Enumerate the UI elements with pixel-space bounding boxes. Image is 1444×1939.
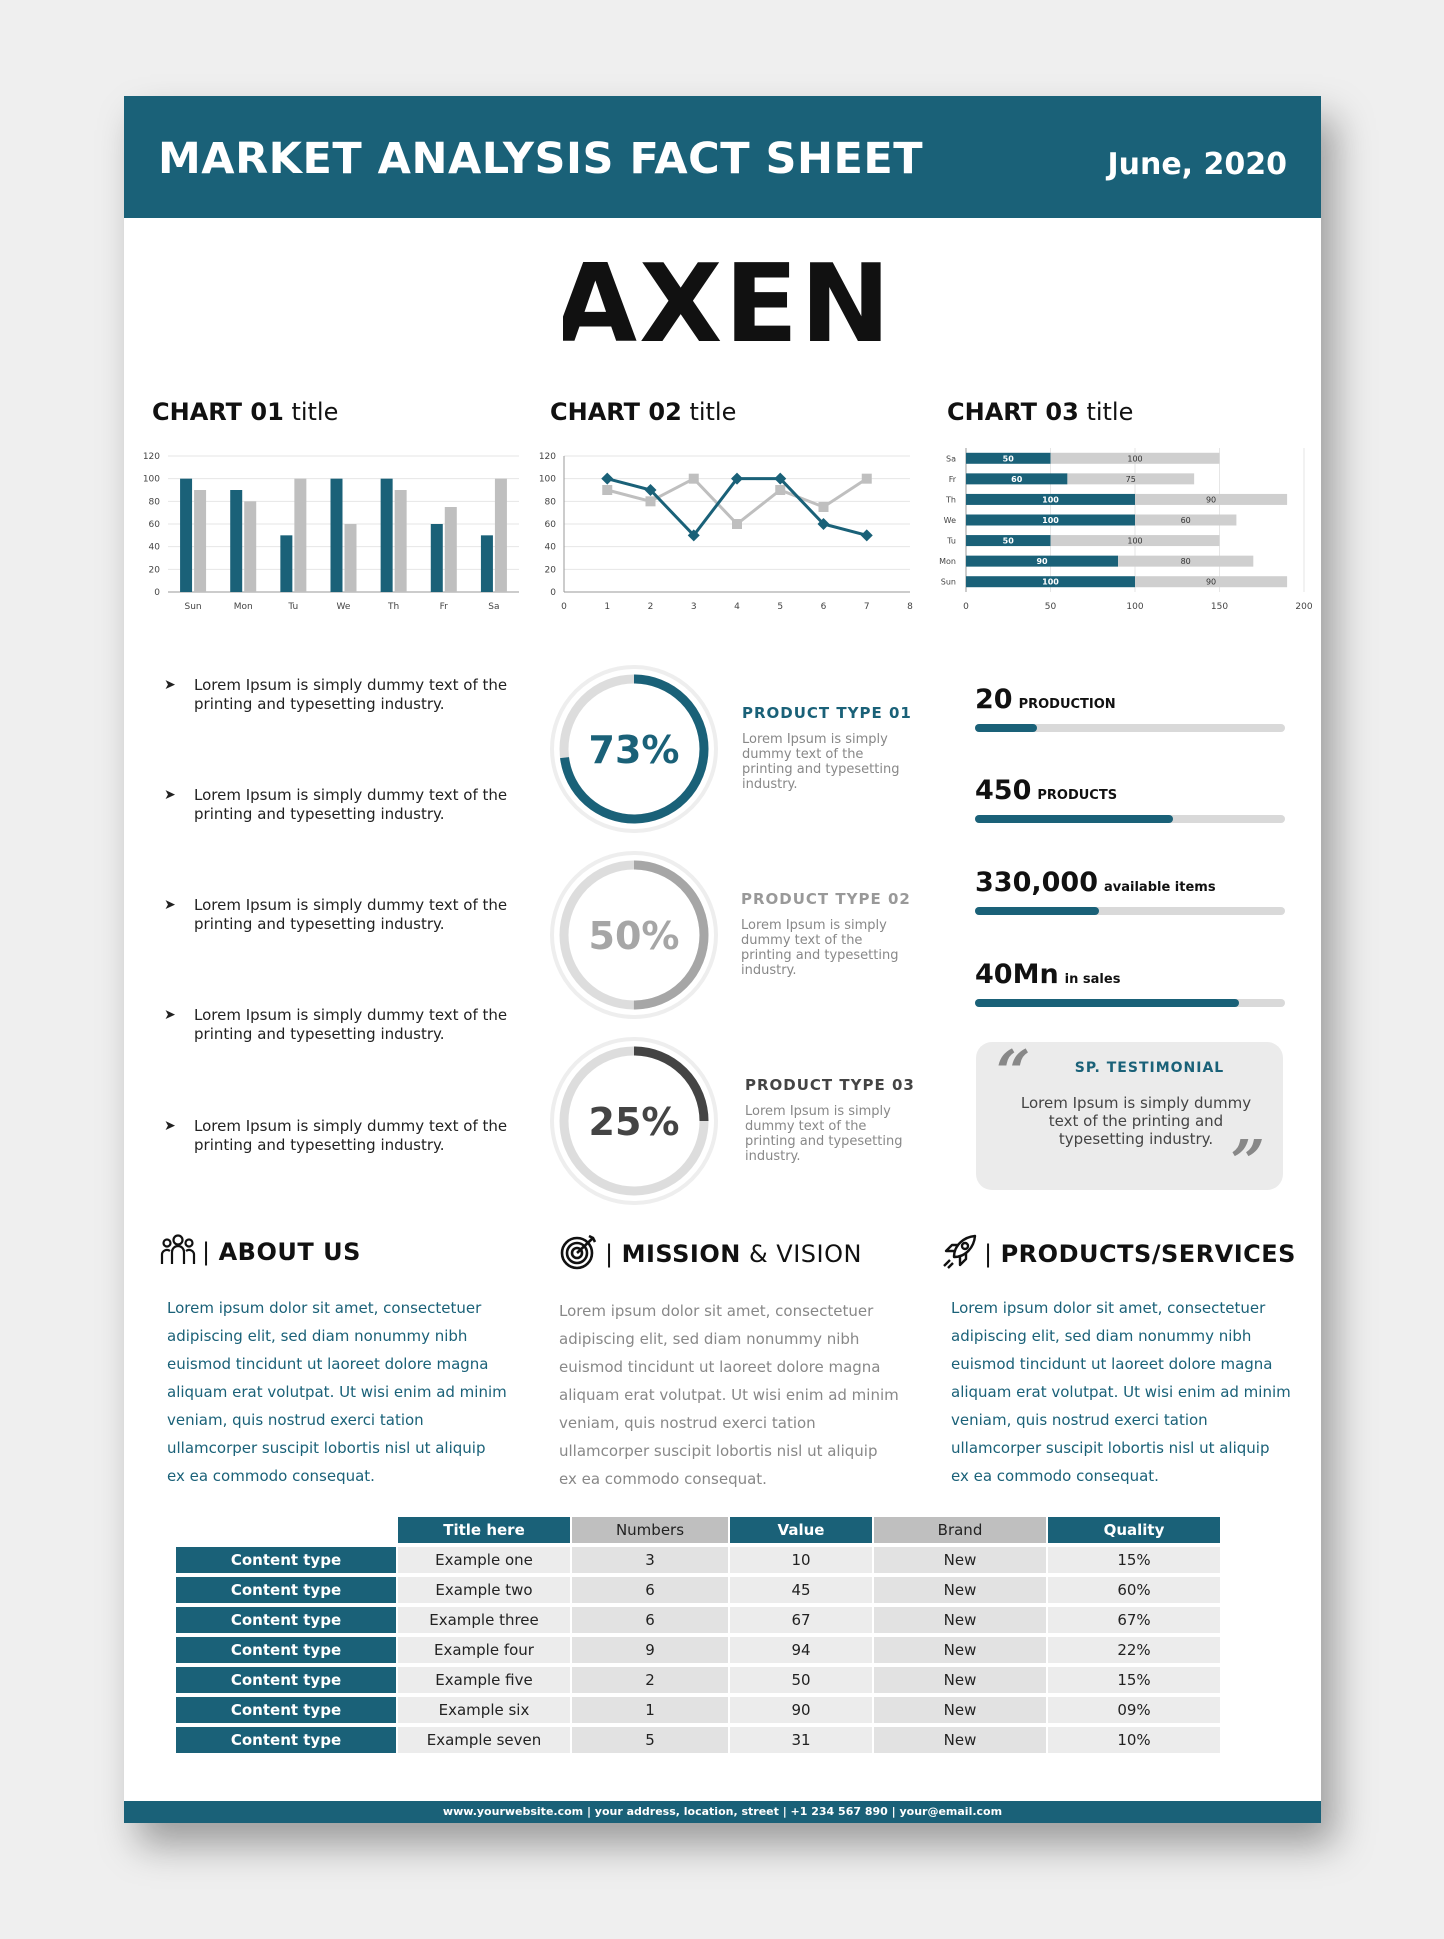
bar bbox=[230, 490, 242, 592]
fact-sheet-page: MARKET ANALYSIS FACT SHEET June, 2020 AXEN CHART 01 title CHART 02 title CHART 03 title 0 20 40 60 80 100 120 Sun Mon Tu We Th Fr Sa 0 20 40 60 80 100 120 0 1 2 3 4 5 6 7 8 0 50 100 150 200 50 100 Sa 60 75 Fr 100 90 Th 100 60 We 50 100 Tu 90 80 Mon 100 90 Sun ➤ Lorem Ipsum is simply dummy text of the printing and typesetting industry. ➤ Lorem Ipsum is simply dummy text of the printing and typesetting industry. ➤ Lorem Ipsum is simply dummy text of the printing and typesetting industry. ➤ Lorem Ipsum is simply dummy text of the printing and typesetting industry. ➤ Lorem Ipsum is simply dummy text of the printing and typesetting industry. 73% 50% 25% PRODUCT TYPE 01 Lorem Ipsum is simply dummy text of the printing and typesetting industry. PRODUCT TYPE 02 Lorem Ipsum is simply dummy text of the printing and typesetting industry. PRODUCT TYPE 03 Lorem Ipsum is simply dummy text of the printing and typesetting industry. 20 PRODUCTION 450 PRODUCTS 330,000 available items 40Mn in sales “ SP. TESTIMONIAL Lorem Ipsum is simply dummy text of the printing and typesetting industry. ” | ABOUT US | MISSION & VISION | PRODUCTS/SERVICES Lorem ipsum dolor sit amet, consectetuer adipiscing elit, sed diam nonummy nibh euismod tincidunt ut laoreet dolore magna aliquam erat volutpat. Ut wisi enim ad minim veniam, quis nostrud exerci tation ullamcorper suscipit lobortis nisl ut aliquip ex ea commodo consequat. Lorem ipsum dolor sit amet, consectetuer adipiscing elit, sed diam nonummy nibh euismod tincidunt ut laoreet dolore magna aliquam erat volutpat. Ut wisi enim ad minim veniam, quis nostrud exerci tation ullamcorper suscipit lobortis nisl ut aliquip ex ea commodo consequat. Lorem ipsum dolor sit amet, consectetuer adipiscing elit, sed diam nonummy nibh euismod tincidunt ut laoreet dolore magna aliquam erat volutpat. Ut wisi enim ad minim veniam, quis nostrud exerci tation ullamcorper suscipit lobortis nisl ut aliquip ex ea commodo consequat. Title here Numbers Value Brand Quality Content type Example one 3 10 New 15% Content type Example two 6 45 New 60% Content type Example three 6 67 New 67% Content type Example four 9 94 New 22% Content type Example five 2 50 New 15% Content type Example six 1 90 New 09% Content type Example seven 5 31 New 10% www.yourwebsite.com | your address, location, street | +1 234 567 890 | your@email.com bbox=[124, 96, 1321, 1823]
table-row-label: Content type bbox=[176, 1607, 396, 1633]
arrow-right-icon: ➤ bbox=[164, 1118, 176, 1134]
y-tick-label: 0 bbox=[154, 588, 160, 598]
data-label: 100 bbox=[1042, 577, 1059, 587]
y-tick-label: 100 bbox=[142, 474, 160, 485]
data-point bbox=[646, 496, 656, 506]
stat-available-items bbox=[975, 867, 1285, 898]
brand-logo bbox=[124, 241, 1321, 365]
table-cell: 60% bbox=[1048, 1577, 1220, 1603]
bar bbox=[294, 479, 306, 592]
footer-contact: www.yourwebsite.com | your address, location, street | +1 234 567 890 | your@email.com bbox=[124, 1801, 1321, 1823]
table-cell: New bbox=[874, 1697, 1046, 1723]
products-services-heading: | PRODUCTS/SERVICES bbox=[940, 1233, 1296, 1277]
open-quote-icon: “ bbox=[996, 1038, 1031, 1108]
x-tick-label: We bbox=[336, 602, 351, 612]
x-tick-label: 150 bbox=[1210, 602, 1229, 612]
x-tick-label: 2 bbox=[647, 602, 654, 612]
data-label: 60 bbox=[1011, 474, 1023, 484]
y-tick-label: 60 bbox=[544, 520, 556, 530]
data-label: 80 bbox=[1180, 557, 1191, 567]
bar bbox=[495, 479, 507, 592]
table-cell: 15% bbox=[1048, 1667, 1220, 1693]
x-tick-label: 8 bbox=[907, 602, 913, 612]
x-tick-label: 1 bbox=[604, 602, 611, 612]
product-type-03 bbox=[745, 1076, 915, 1164]
progress-track bbox=[975, 907, 1285, 915]
data-label: 90 bbox=[1205, 577, 1217, 587]
data-label: 60 bbox=[1180, 516, 1191, 525]
table-cell: 6 bbox=[572, 1607, 728, 1633]
stat-value: 450 bbox=[975, 775, 1032, 806]
bar bbox=[431, 524, 443, 592]
header-banner bbox=[124, 96, 1321, 218]
x-tick-label: Mon bbox=[233, 602, 253, 612]
table-cell: Example six bbox=[398, 1697, 570, 1723]
close-quote-icon: ” bbox=[1230, 1128, 1265, 1198]
bar bbox=[395, 490, 407, 592]
y-tick-label: We bbox=[943, 516, 956, 525]
x-tick-label: 5 bbox=[777, 602, 784, 612]
table-cell: New bbox=[874, 1637, 1046, 1663]
data-point bbox=[601, 473, 613, 485]
table-cell: Example three bbox=[398, 1607, 570, 1633]
table-row-label: Content type bbox=[176, 1727, 396, 1753]
product-type-01-title: PRODUCT TYPE 01 bbox=[742, 704, 912, 722]
arrow-right-icon: ➤ bbox=[164, 1007, 176, 1023]
chart-02-title: CHART 02 title bbox=[550, 398, 737, 426]
arrow-right-icon: ➤ bbox=[164, 677, 176, 693]
y-tick-label: 0 bbox=[550, 588, 556, 598]
stat-value: 40Mn bbox=[975, 959, 1059, 990]
y-tick-label: Fr bbox=[948, 474, 956, 484]
data-point bbox=[775, 485, 785, 495]
product-type-03-ring bbox=[548, 1035, 720, 1207]
y-tick-label: Th bbox=[946, 495, 956, 505]
y-tick-label: 60 bbox=[148, 520, 160, 530]
stat-value: 20 bbox=[975, 684, 1013, 715]
testimonial-text: Lorem Ipsum is simply dummy text of the printing and typesetting industry. bbox=[1020, 1094, 1252, 1148]
page-date: June, 2020 bbox=[1107, 147, 1287, 182]
product-type-03-title: PRODUCT TYPE 03 bbox=[745, 1076, 915, 1094]
rocket-icon bbox=[940, 1233, 978, 1277]
data-label: 50 bbox=[1002, 454, 1014, 464]
x-tick-label: Tu bbox=[288, 602, 299, 612]
x-tick-label: 0 bbox=[963, 602, 969, 612]
testimonial-title: SP. TESTIMONIAL bbox=[1074, 1060, 1225, 1076]
chart-01-title: CHART 01 title bbox=[152, 398, 339, 426]
stat-value: 330,000 bbox=[975, 867, 1098, 898]
axen-logo-icon bbox=[563, 241, 883, 361]
bar bbox=[244, 501, 256, 592]
table-cell: 9 bbox=[572, 1637, 728, 1663]
x-tick-label: 3 bbox=[690, 602, 697, 612]
table-row-label: Content type bbox=[176, 1697, 396, 1723]
table-cell: Example two bbox=[398, 1577, 570, 1603]
table-cell: 31 bbox=[730, 1727, 872, 1753]
bar bbox=[194, 490, 206, 592]
data-label: 100 bbox=[1042, 495, 1059, 505]
product-type-02-ring bbox=[548, 849, 720, 1021]
progress-track bbox=[975, 724, 1285, 732]
data-point bbox=[689, 474, 699, 484]
data-point bbox=[861, 529, 873, 541]
y-tick-label: 40 bbox=[544, 542, 556, 553]
ring-percent-label: 25% bbox=[588, 1100, 680, 1144]
data-label: 100 bbox=[1127, 536, 1143, 546]
x-tick-label: Th bbox=[388, 602, 400, 612]
table-cell: 67 bbox=[730, 1607, 872, 1633]
x-tick-label: 6 bbox=[820, 602, 827, 612]
table-cell: 22% bbox=[1048, 1637, 1220, 1663]
y-tick-label: 120 bbox=[538, 452, 556, 462]
table-cell: 1 bbox=[572, 1697, 728, 1723]
table-cell: New bbox=[874, 1577, 1046, 1603]
table-cell: 10% bbox=[1048, 1727, 1220, 1753]
progress-track bbox=[975, 999, 1285, 1007]
product-type-01-desc: Lorem Ipsum is simply dummy text of the printing and typesetting industry. bbox=[742, 732, 900, 792]
mission-vision-text: Lorem ipsum dolor sit amet, consectetuer adipiscing elit, sed diam nonummy nibh euismod tincidunt ut laoreet dolore magna aliquam erat volutpat. Ut wisi enim ad minim veniam, quis nostrud exerci tation ullamcorper suscipit lobortis nisl ut aliquip ex ea commodo consequat. bbox=[559, 1302, 899, 1488]
table-cell: 94 bbox=[730, 1637, 872, 1663]
table-row-label: Content type bbox=[176, 1547, 396, 1573]
table-row-label: Content type bbox=[176, 1667, 396, 1693]
progress-fill bbox=[975, 907, 1099, 915]
svg-text:AXEN: AXEN bbox=[562, 242, 883, 361]
product-type-03-desc: Lorem Ipsum is simply dummy text of the printing and typesetting industry. bbox=[745, 1104, 903, 1164]
table-cell: 2 bbox=[572, 1667, 728, 1693]
x-tick-label: 4 bbox=[734, 602, 740, 612]
table-header-cell: Numbers bbox=[572, 1517, 728, 1543]
y-tick-label: Sa bbox=[946, 454, 956, 464]
data-point bbox=[732, 519, 742, 529]
table-cell: New bbox=[874, 1667, 1046, 1693]
y-tick-label: 80 bbox=[544, 497, 556, 508]
bar bbox=[445, 507, 457, 592]
x-tick-label: Fr bbox=[439, 602, 448, 612]
table-cell: Example seven bbox=[398, 1727, 570, 1753]
table-cell: 5 bbox=[572, 1727, 728, 1753]
x-tick-label: 100 bbox=[1126, 602, 1144, 612]
table-header-cell: Value bbox=[730, 1517, 872, 1543]
progress-fill bbox=[975, 815, 1173, 823]
y-tick-label: 20 bbox=[148, 565, 160, 576]
y-tick-label: Sun bbox=[940, 577, 956, 587]
chart-01 bbox=[134, 436, 534, 636]
x-tick-label: 7 bbox=[863, 602, 870, 612]
data-label: 100 bbox=[1042, 516, 1059, 525]
product-type-01-ring bbox=[548, 663, 720, 835]
ring-percent-label: 73% bbox=[588, 728, 680, 772]
data-label: 75 bbox=[1125, 474, 1136, 484]
data-label: 50 bbox=[1002, 536, 1014, 546]
data-point bbox=[819, 502, 829, 512]
x-tick-label: 0 bbox=[561, 602, 567, 612]
stat-label: PRODUCTS bbox=[1037, 788, 1118, 803]
table-cell: 90 bbox=[730, 1697, 872, 1723]
progress-track bbox=[975, 815, 1285, 823]
team-icon bbox=[160, 1233, 196, 1273]
table-cell: Example one bbox=[398, 1547, 570, 1573]
y-tick-label: 40 bbox=[148, 542, 160, 553]
table-cell: 3 bbox=[572, 1547, 728, 1573]
stat-production bbox=[975, 684, 1285, 715]
product-type-02 bbox=[741, 890, 911, 978]
stat-label: PRODUCTION bbox=[1018, 697, 1116, 712]
table-cell: Example four bbox=[398, 1637, 570, 1663]
data-point bbox=[602, 485, 612, 495]
products-services-text: Lorem ipsum dolor sit amet, consectetuer adipiscing elit, sed diam nonummy nibh euismod tincidunt ut laoreet dolore magna aliquam erat volutpat. Ut wisi enim ad minim veniam, quis nostrud exerci tation ullamcorper suscipit lobortis nisl ut aliquip ex ea commodo consequat. bbox=[951, 1299, 1291, 1485]
table-cell: New bbox=[874, 1607, 1046, 1633]
y-tick-label: Mon bbox=[939, 557, 956, 567]
y-tick-label: 120 bbox=[142, 452, 160, 462]
y-tick-label: 100 bbox=[538, 474, 556, 485]
bar bbox=[381, 479, 393, 592]
y-tick-label: 20 bbox=[544, 565, 556, 576]
chart-03 bbox=[928, 436, 1318, 636]
data-point bbox=[862, 474, 872, 484]
stat-label: in sales bbox=[1064, 972, 1121, 987]
data-label: 100 bbox=[1127, 454, 1143, 464]
bar bbox=[331, 479, 343, 592]
bar bbox=[345, 524, 357, 592]
stat-sales bbox=[975, 959, 1285, 990]
x-tick-label: Sun bbox=[184, 602, 202, 612]
table-cell: New bbox=[874, 1547, 1046, 1573]
table-cell: 67% bbox=[1048, 1607, 1220, 1633]
x-tick-label: Sa bbox=[488, 602, 500, 612]
x-tick-label: 50 bbox=[1044, 602, 1057, 612]
table-cell: 09% bbox=[1048, 1697, 1220, 1723]
stat-products bbox=[975, 775, 1285, 806]
about-us-text: Lorem ipsum dolor sit amet, consectetuer adipiscing elit, sed diam nonummy nibh euismod tincidunt ut laoreet dolore magna aliquam erat volutpat. Ut wisi enim ad minim veniam, quis nostrud exerci tation ullamcorper suscipit lobortis nisl ut aliquip ex ea commodo consequat. bbox=[167, 1299, 507, 1485]
table-cell: 50 bbox=[730, 1667, 872, 1693]
arrow-right-icon: ➤ bbox=[164, 787, 176, 803]
arrow-right-icon: ➤ bbox=[164, 897, 176, 913]
table-cell: 6 bbox=[572, 1577, 728, 1603]
table-cell: New bbox=[874, 1727, 1046, 1753]
table-header-cell: Quality bbox=[1048, 1517, 1220, 1543]
data-label: 90 bbox=[1036, 557, 1048, 567]
table-header-cell: Title here bbox=[398, 1517, 570, 1543]
progress-fill bbox=[975, 999, 1239, 1007]
table-cell: 45 bbox=[730, 1577, 872, 1603]
table-cell: Example five bbox=[398, 1667, 570, 1693]
stat-label: available items bbox=[1103, 880, 1216, 895]
bar bbox=[481, 535, 493, 592]
chart-03-title: CHART 03 title bbox=[947, 398, 1134, 426]
table-cell: 15% bbox=[1048, 1547, 1220, 1573]
testimonial-box bbox=[976, 1038, 1283, 1198]
about-us-heading: | ABOUT US bbox=[160, 1233, 361, 1273]
page-title: MARKET ANALYSIS FACT SHEET bbox=[158, 134, 924, 184]
ring-percent-label: 50% bbox=[588, 914, 680, 958]
product-type-01 bbox=[742, 704, 912, 792]
target-icon bbox=[559, 1233, 599, 1277]
bar bbox=[280, 535, 292, 592]
y-tick-label: Tu bbox=[947, 536, 956, 546]
y-tick-label: 80 bbox=[148, 497, 160, 508]
bar bbox=[180, 479, 192, 592]
mission-vision-heading: | MISSION & VISION bbox=[559, 1233, 862, 1277]
product-type-02-title: PRODUCT TYPE 02 bbox=[741, 890, 911, 908]
table-row-label: Content type bbox=[176, 1637, 396, 1663]
data-label: 90 bbox=[1205, 495, 1217, 505]
product-type-02-desc: Lorem Ipsum is simply dummy text of the printing and typesetting industry. bbox=[741, 918, 899, 978]
table-row-label: Content type bbox=[176, 1577, 396, 1603]
table-header-cell: Brand bbox=[874, 1517, 1046, 1543]
chart-02 bbox=[530, 436, 930, 636]
table-cell: 10 bbox=[730, 1547, 872, 1573]
x-tick-label: 200 bbox=[1295, 602, 1313, 612]
progress-fill bbox=[975, 724, 1037, 732]
